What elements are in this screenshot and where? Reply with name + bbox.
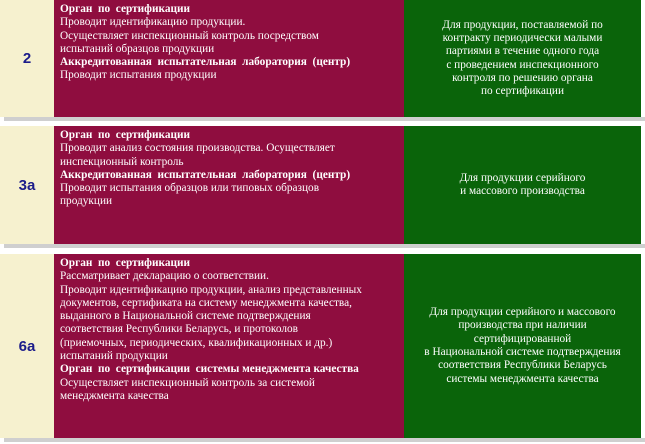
cell-line: Аккредитованная испытательная лаборатория (центр) [60, 56, 351, 69]
condition-cell [404, 126, 641, 244]
cell-line: инспекционный контроль [60, 155, 184, 168]
cell-line: Проводит испытания образцов или типовых образцов [60, 182, 320, 195]
condition-line: Для продукции, поставляемой по [442, 18, 603, 31]
cell-line: Проводит идентификацию продукции, анализ представленных [60, 283, 362, 296]
cell-line: Проводит идентификацию продукции. [60, 16, 246, 29]
scheme-number: 6а [0, 254, 54, 438]
cell-line: Осуществляет инспекционный контроль за системой [60, 376, 315, 389]
cell-line: документов, сертификата на систему менеджмента качества, [60, 296, 352, 309]
condition-line: системы менеджмента качества [446, 372, 599, 385]
cell-line: Аккредитованная испытательная лаборатория (центр) [60, 168, 351, 181]
participants-cell [54, 0, 404, 117]
condition-line: соответствия Республики Беларусь [438, 359, 607, 372]
participants-cell [54, 254, 404, 438]
row-shadow [4, 438, 645, 442]
cell-line: Орган по сертификации [60, 3, 191, 15]
condition-line: с проведением инспекционного [446, 58, 599, 71]
condition-cell [404, 0, 641, 117]
cell-line: Осуществляет инспекционный контроль посредством [60, 29, 319, 42]
condition-line: в Национальной системе подтверждения [424, 346, 621, 358]
condition-line: по сертификации [480, 85, 564, 98]
row-shadow [4, 244, 645, 248]
scheme-number: 3а [0, 126, 54, 244]
cell-line: Орган по сертификации системы менеджмента качества [60, 363, 359, 376]
scheme-row [0, 126, 645, 244]
scheme-number: 2 [0, 0, 54, 117]
cell-line: выданного в Национальной системе подтверждения [60, 310, 311, 323]
condition-line: производства при наличии [458, 319, 587, 332]
condition-cell [404, 254, 641, 438]
condition-line: Для продукции серийного и массового [429, 306, 616, 319]
row-shadow [4, 117, 645, 121]
cell-line: испытаний продукции [60, 350, 168, 363]
condition-line: сертифицированной [473, 332, 572, 345]
cell-line: Орган по сертификации [60, 257, 191, 269]
cell-line: Проводит испытания продукции [60, 69, 217, 82]
cell-line: (приемочных, периодических, квалификационных и др.) [60, 336, 333, 349]
cell-line: менеджмента качества [60, 389, 169, 402]
cell-line: соответствия Республики Беларусь, и протоколов [60, 323, 298, 336]
cell-line: Рассматривает декларацию о соответствии. [60, 270, 269, 283]
cell-line: Проводит анализ состояния производства. Осуществляет [60, 142, 335, 155]
scheme-row [0, 254, 645, 438]
condition-line: партиями в течение одного года [445, 45, 600, 58]
cell-line: испытаний образцов продукции [60, 42, 215, 55]
condition-line: Для продукции серийного [459, 171, 586, 184]
condition-line: и массового производства [460, 185, 585, 197]
participants-cell [54, 126, 404, 244]
scheme-row [0, 0, 645, 117]
cell-line: продукции [60, 195, 113, 208]
condition-line: контроля по решению органа [452, 71, 593, 84]
condition-line: контракту периодически малыми [442, 31, 603, 44]
cell-line: Орган по сертификации [60, 129, 191, 141]
